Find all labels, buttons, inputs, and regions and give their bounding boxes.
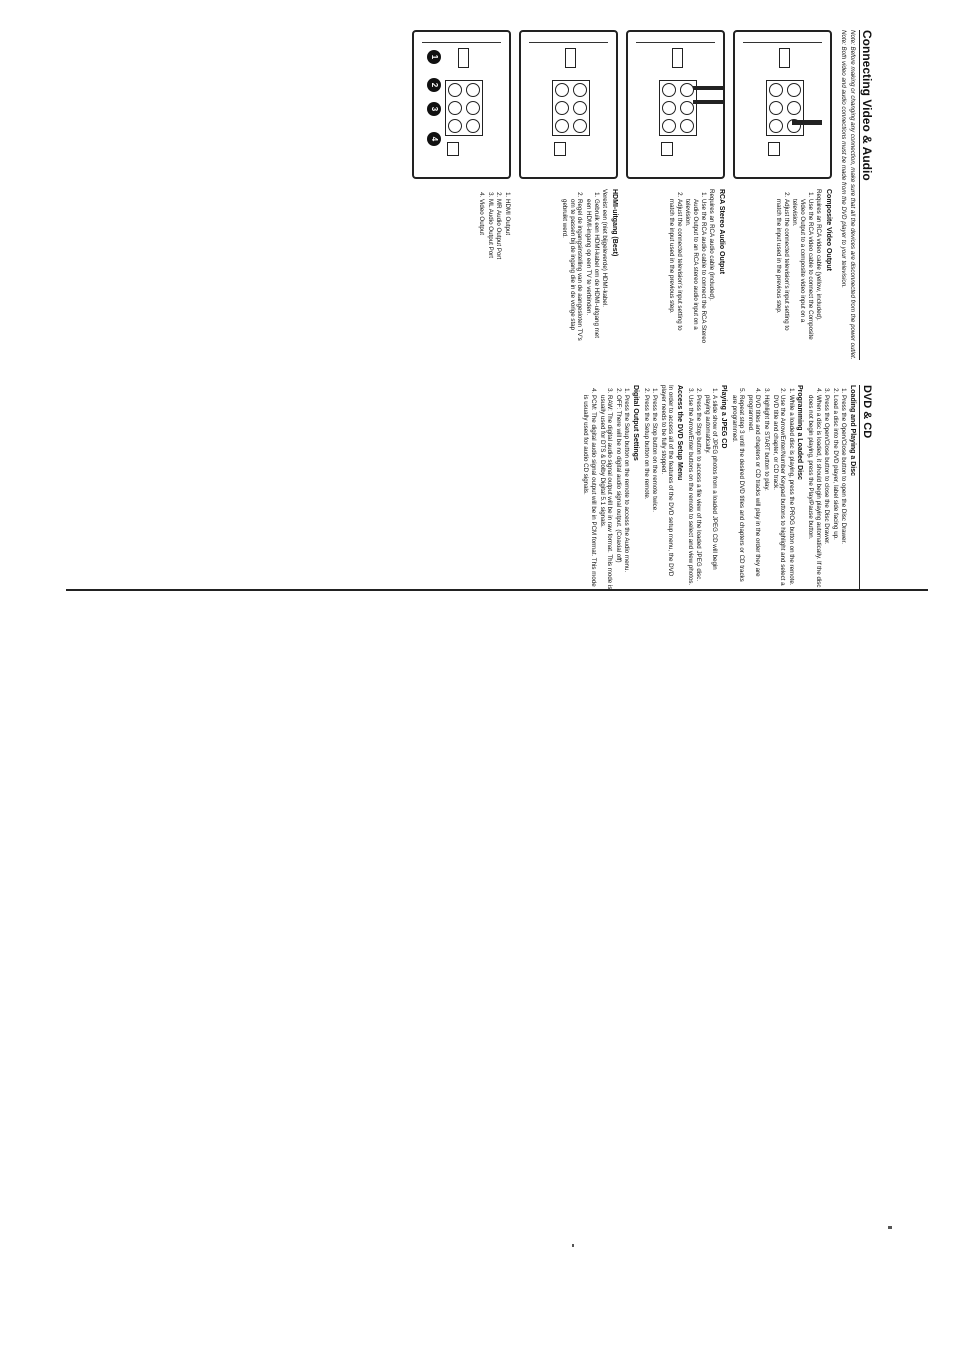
digital-step: 2. OFF: There will be no digital audio signal output. (Coaxial off) — [614, 395, 622, 590]
setup-step: 2. Press the Setup button on the remote. — [642, 395, 650, 590]
switch-icon — [447, 142, 459, 156]
jpeg-step: 1. A slide show of JPEG photos from a loaded JPEG CD will begin playing automatically. — [703, 395, 718, 590]
rca-jacks-icon — [552, 80, 590, 136]
page-fold-line — [66, 589, 928, 591]
hdmi-intro: Vereist een (niet bijgeleverde) HDMI-kabel. — [601, 189, 609, 307]
hdmi-step: 1. Gebruik een HDMI-kabel om de HDMI-uitgang met een HDMI-ingang op een TV te verbinden. — [584, 199, 599, 349]
digital-heading: Digital Output Settings — [632, 385, 640, 461]
hdmi-port-icon — [565, 48, 576, 68]
digital-step: 1. Press the Setup button on the remote to access the Audio menu. — [623, 395, 631, 590]
connecting-title: Connecting Video & Audio — [860, 30, 874, 181]
ports-row — [412, 30, 511, 360]
composite-intro: Requires an RCA video cable (yellow, included). — [815, 189, 823, 321]
programming-heading: Programming a Loaded Disc — [796, 385, 804, 480]
rca-step: 2. Adjust the connected television's input setting to match the input used in the previous step. — [668, 199, 683, 349]
programming-step: 2. Use the Arrow/Enter/Number Keypad buttons to highlight and select a DVD title and chapter, or CD track. — [771, 395, 786, 590]
rca-jacks-icon — [766, 80, 804, 136]
hdmi-port-icon — [458, 48, 469, 68]
loading-step: 3. Press the Open/Close button to close the Disc Drawer. — [823, 395, 831, 590]
rca-jacks-icon — [659, 80, 697, 136]
composite-text — [733, 189, 832, 349]
composite-diagram — [733, 30, 832, 179]
note-connections: Note: Both video and audio connections must be made from the DVD player to your television. — [840, 30, 848, 288]
port-label: 3. ML Audio Output Port — [486, 199, 494, 349]
hdmi-diagram — [519, 30, 618, 179]
callout-4: 4 — [427, 132, 441, 146]
rotated-content — [230, 30, 874, 590]
setup-heading: Access the DVD Setup Menu — [676, 385, 684, 481]
switch-icon — [554, 142, 566, 156]
callout-1: 1 — [427, 50, 441, 64]
switch-icon — [768, 142, 780, 156]
callout-2: 2 — [427, 78, 441, 92]
rca-heading: RCA Stereo Audio Output — [717, 189, 725, 275]
audio-cable-right-icon — [693, 100, 723, 104]
programming-step: 4. DVD titles and chapters or CD tracks will play in the order they are programmed. — [746, 395, 761, 590]
callout-3: 3 — [427, 102, 441, 116]
rca-diagram — [626, 30, 725, 179]
connecting-section — [412, 30, 874, 360]
programming-step: 1. While a loaded disc is playing, press the PROG button on the remote. — [787, 395, 795, 590]
hdmi-text — [519, 189, 618, 349]
hdmi-port-icon — [672, 48, 683, 68]
setup-text: In order to access all of the features of the DVD setup menu, the DVD player needs to be fully stopped. — [659, 385, 675, 577]
port-label: 4. Video Output — [477, 199, 485, 349]
ports-legend — [412, 189, 511, 349]
setup-step: 1. Press the Stop button on the remote twice. — [651, 395, 659, 590]
rca-jacks-icon — [445, 80, 483, 136]
hdmi-port-icon — [779, 48, 790, 68]
composite-step: 2. Adjust the connected television's input setting to match the input used in the previous step. — [775, 199, 790, 349]
programming-step: 5. Repeat step 3 until the desired DVD titles and chapters or CD tracks are programmed. — [730, 395, 745, 590]
programming-step: 3. Highlight the START button to play. — [762, 395, 770, 590]
jpeg-step: 2. Press the Stop button to access a file view of the loaded JPEG disc. — [695, 395, 703, 590]
port-label: 1. HDMI Output — [503, 199, 511, 349]
scan-speck — [888, 1226, 892, 1229]
composite-heading: Composite Video Output — [824, 189, 832, 271]
rca-intro: Requires an RCA audio cable (included). — [708, 189, 716, 301]
rca-text — [626, 189, 725, 349]
digital-step: 3. RAW: The digital audio signal output will be in raw format. This mode is usually used for DTS & Dolby Digital 5.1 signals. — [598, 395, 613, 590]
dvd-title: DVD & CD — [861, 385, 873, 439]
loading-step: 1. Press the Open/Close button to open the Disc Drawer. — [840, 395, 848, 590]
hdmi-heading: HDMI-uitgang (Best) — [610, 189, 618, 257]
dvd-section — [581, 385, 873, 590]
loading-heading: Loading and Playing a Disc — [848, 385, 856, 477]
jpeg-heading: Playing a JPEG CD — [720, 385, 727, 449]
port-label: 2. MR Audio Output Port — [495, 199, 503, 349]
audio-cable-left-icon — [693, 86, 723, 90]
switch-icon — [661, 142, 673, 156]
rca-row — [626, 30, 725, 360]
rca-step: 1. Use the RCA audio cable to connect the RCA Stereo Audio Output to an RCA stereo audio input on a television. — [684, 199, 707, 349]
composite-row — [733, 30, 832, 360]
video-cable-icon — [792, 120, 822, 125]
digital-step: 4. PCM: The digital audio signal output will be in PCM format. This mode is usually used for audio CD signals. — [582, 395, 597, 590]
note-power: Note: Before making or changing any connection, make sure that all the devices are disconnected from the power outlet. — [848, 30, 856, 360]
hdmi-step: 2. Regel de ingangsinstelling van de aangesloten TV's om te passen bij de ingang die in de vorige stap gebruikt werd. — [561, 199, 584, 349]
loading-step: 4. When a disc is loaded, it should begin playing automatically. If the disc does not begin playing, press the Play/Pause button. — [806, 395, 821, 590]
scan-speck — [572, 1244, 574, 1247]
jpeg-step: 3. Use the Arrow/Enter buttons on the remote to select and view photos. — [686, 395, 694, 590]
composite-step: 1. Use the RCA video cable to connect the Composite Video Output to a composite video input on a television. — [791, 199, 814, 349]
hdmi-row — [519, 30, 618, 360]
ports-diagram — [412, 30, 511, 179]
loading-step: 2. Load a disc into the DVD player, label side facing up. — [831, 395, 839, 590]
